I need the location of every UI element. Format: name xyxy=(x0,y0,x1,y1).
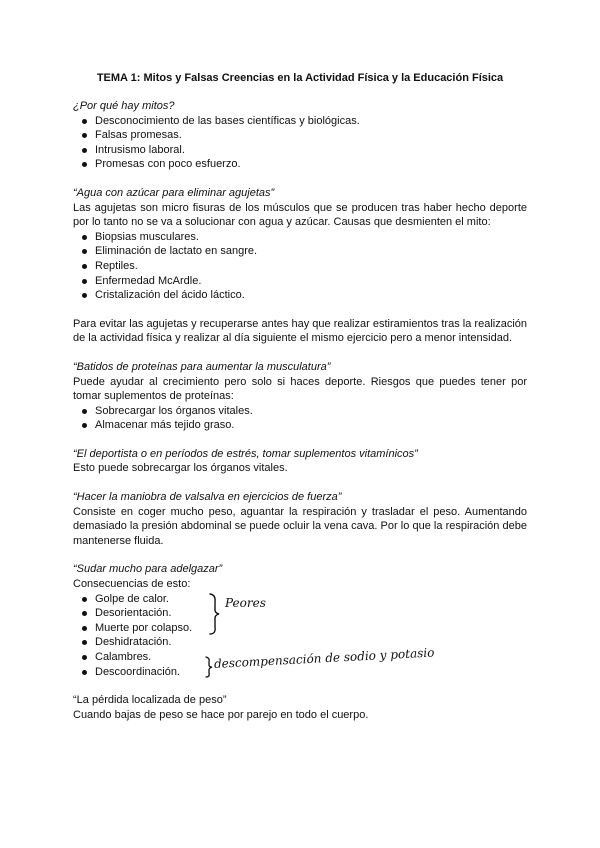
section-batidos xyxy=(73,360,527,433)
section-heading: “Batidos de proteínas para aumentar la musculatura” xyxy=(73,360,331,373)
list-item: Calambres. xyxy=(73,650,527,665)
section-suplementos xyxy=(73,447,527,476)
paragraph: Consecuencias de esto: xyxy=(73,578,191,591)
list-item: Enfermedad McArdle. xyxy=(73,274,527,289)
list-item: Sobrecargar los órganos vitales. xyxy=(73,404,527,419)
list-item: Promesas con poco esfuerzo. xyxy=(73,157,527,172)
bullet-list xyxy=(73,230,527,303)
paragraph: Puede ayudar al crecimiento pero solo si haces deporte. Riesgos que puedes tener por tomar suplementos de proteínas: xyxy=(73,375,527,403)
list-item: Falsas promesas. xyxy=(73,128,527,143)
list-item: Desconocimiento de las bases científicas y biológicas. xyxy=(73,114,527,129)
section-heading: “La pérdida localizada de peso” xyxy=(73,694,227,707)
document-content xyxy=(73,71,527,722)
list-item: Descoordinación. xyxy=(73,665,527,680)
handwritten-brace-icon xyxy=(207,592,221,636)
document-title: TEMA 1: Mitos y Falsas Creencias en la Actividad Física y la Educación Física xyxy=(96,72,504,84)
list-item: Golpe de calor. xyxy=(73,592,527,607)
list-item: Reptiles. xyxy=(73,259,527,274)
list-item: Muerte por colapso. xyxy=(73,621,527,636)
section-agua-azucar xyxy=(73,186,527,346)
section-heading: “El deportista o en períodos de estrés, tomar suplementos vitamínicos” xyxy=(73,447,418,460)
section-valsalva xyxy=(73,490,527,548)
list-item: Eliminación de lactato en sangre. xyxy=(73,244,527,259)
section-perdida-localizada xyxy=(73,693,527,722)
list-item: Biopsias musculares. xyxy=(73,230,527,245)
section-mitos xyxy=(73,99,527,172)
paragraph: Para evitar las agujetas y recuperarse antes hay que realizar estiramientos tras la realización de la actividad física y realizar al día siguiente el mismo ejercicio pero a menor intensidad. xyxy=(73,317,527,345)
paragraph: Cuando bajas de peso se hace por parejo en todo el cuerpo. xyxy=(73,708,369,721)
section-sudar xyxy=(73,562,527,679)
list-item: Cristalización del ácido láctico. xyxy=(73,288,527,303)
section-heading: “Hacer la maniobra de valsalva en ejercicios de fuerza” xyxy=(73,491,342,504)
list-item: Intrusismo laboral. xyxy=(73,143,527,158)
handwritten-note-sodio-potasio: descompensación de sodio y potasio xyxy=(213,645,435,672)
list-item: Desorientación. xyxy=(73,606,527,621)
paragraph: Las agujetas son micro fisuras de los músculos que se producen tras haber hecho deporte por lo tanto no se va a solucionar con agua y azúcar. Causas que desmienten el mito: xyxy=(73,201,527,229)
section-heading: “Agua con azúcar para eliminar agujetas” xyxy=(73,186,275,199)
handwritten-brace-icon xyxy=(203,655,213,679)
list-item: Almacenar más tejido graso. xyxy=(73,418,527,433)
bullet-list xyxy=(73,114,527,172)
list-item: Deshidratación. xyxy=(73,635,527,650)
handwritten-note-peores: Peores xyxy=(225,596,266,611)
section-heading: ¿Por qué hay mitos? xyxy=(73,100,175,112)
paragraph: Esto puede sobrecargar los órganos vitales. xyxy=(73,462,288,475)
bullet-list xyxy=(73,404,527,433)
section-heading: “Sudar mucho para adelgazar” xyxy=(73,563,223,576)
paragraph: Consiste en coger mucho peso, aguantar la respiración y trasladar el peso. Aumentando demasiado la presión abdominal se puede ocluir la vena cava. Por lo que la respiración debe mantenerse fluida. xyxy=(73,505,527,547)
